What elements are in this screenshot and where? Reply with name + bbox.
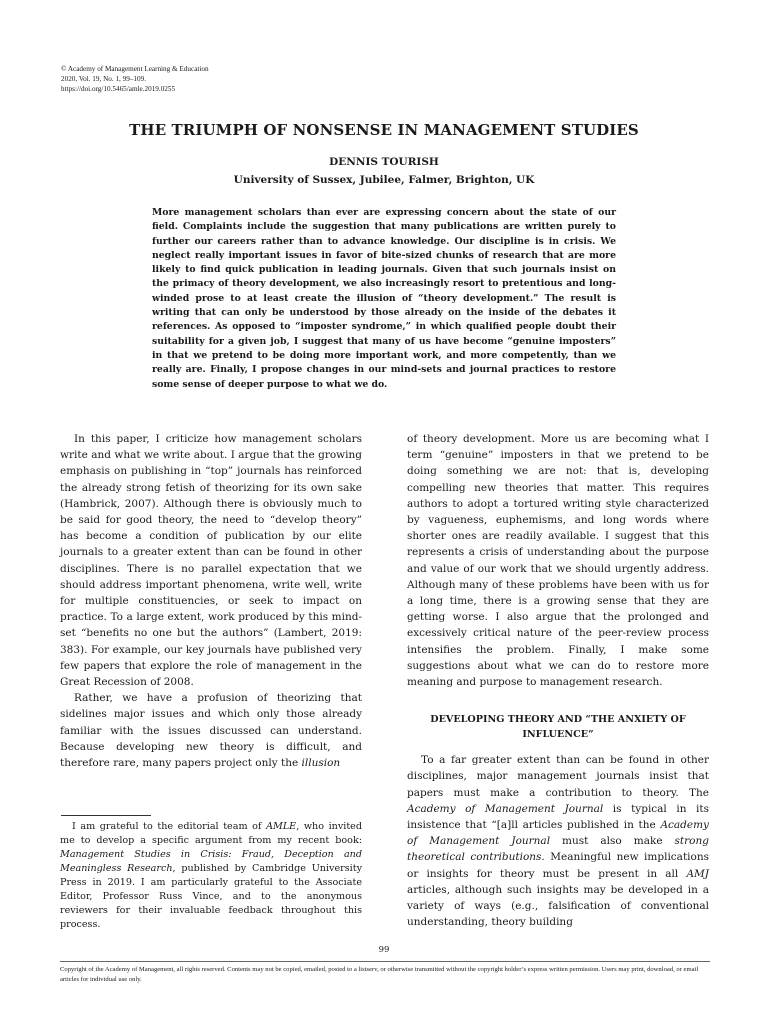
paragraph: of theory development. More us are becoming what I term “genuine” imposters in that we pretend to be doing something we are not: that is, developing compelling new theories that matter. This requires authors to adopt a tortured writing style characterized by vagueness, euphemisms, and long words where shorter ones are readily available. I suggest that this represents a crisis of understanding about the purpose and value of our work that we should urgently address. Although many of these problems have been with us for a long time, there is a growing sense that they are getting worse. I also argue that the prolonged and excessively critical nature of the peer-review process intensifies the problem. Finally, I make some suggestions about what we can do to restore more meaning and purpose to management research.	[407, 433, 709, 689]
footnote-text: I am grateful to the editorial team of	[72, 821, 267, 832]
paragraph	[407, 752, 709, 930]
author-affiliation: University of Sussex, Jubilee, Falmer, Brighton, UK	[233, 174, 535, 186]
paragraph-text: articles, although such insights may be developed in a variety of ways (e.g., falsification of conventional understanding, theory building	[407, 883, 709, 929]
abstract: More management scholars than ever are expressing concern about the state of our field. Complaints include the suggestion that many publications are written purely to further our careers rather than to advance knowledge. Our discipline is in crisis. We neglect really important issues in favor of bite-sized chunks of research that are more likely to find quick publication in leading journals. Given that such journals insist on the primacy of theory development, we also increasingly resort to pretentious and long-winded prose to at least create the illusion of “theory development.” The result is writing that can only be understood by those already on the inside of the debates it references. As opposed to “imposter syndrome,” in which qualified people doubt their suitability for a given job, I suggest that many of us have become “genuine imposters” in that we pretend to be doing more important work, and more competently, than we really are. Finally, I propose changes in our mind-sets and journal practices to restore some sense of deeper purpose to what we do.	[152, 207, 616, 390]
copyright-notice: Copyright of the Academy of Management, all rights reserved. Contents may not be copied, emailed, posted to a listserv, or otherwise transmitted without the copyright holder’s express written permission. Users may print, download, or email articles for individual use only.	[60, 966, 699, 983]
paragraph	[60, 690, 362, 771]
right-column	[407, 431, 709, 930]
paragraph-text: To a far greater extent than can be found in other disciplines, major management journals insist that papers must make a contribution to theory. The	[407, 754, 709, 799]
footnote-text: , published by Cambridge University Press in 2019. I am particularly grateful to the Associate Editor, Professor Russ Vince, and to the anonymous reviewers for their invaluable feedback throughout this process.	[60, 863, 362, 930]
left-column	[60, 431, 362, 771]
article-title: THE TRIUMPH OF NONSENSE IN MANAGEMENT STUDIES	[129, 121, 639, 139]
italic-text: AMJ	[686, 867, 709, 880]
footnote-text: , who invited me to develop a specific argument from my recent book:	[60, 821, 362, 846]
author-name: DENNIS TOURISH	[329, 156, 439, 168]
footnote	[60, 820, 362, 932]
journal-name: © Academy of Management Learning & Education	[61, 65, 209, 73]
italic-text: illusion	[301, 757, 341, 770]
paragraph-text: Meaningful new implications or insights for theory must be present in all	[407, 851, 709, 880]
footer-divider	[60, 961, 710, 962]
section-heading: DEVELOPING THEORY AND “THE ANXIETY OF INFLUENCE”	[430, 714, 686, 741]
footnote-divider	[61, 815, 151, 816]
paragraph: In this paper, I criticize how management scholars write and what we write about. I argue that the growing emphasis on publishing in “top” journals has reinforced the already strong fetish of theorizing for its own sake (Hambrick, 2007). Although there is obviously much to be said for good theory, the need to “develop theory” has become a condition of publication by our elite journals to a greater extent than can be found in other disciplines. There is no parallel expectation that we should address important phenomena, write well, write for multiple constituencies, or seek to impact on practice. To a large extent, work produced by this mind-set “benefits no one but the authors” (Lambert, 2019: 383). For example, our key journals have published very few papers that explore the role of management in the Great Recession of 2008.	[60, 433, 362, 689]
doi-link[interactable]: https://doi.org/10.5465/amle.2019.0255	[61, 85, 176, 93]
book-title: Management Studies in Crisis: Fraud, Deception and Meaningless Research	[60, 849, 362, 874]
italic-text: Academy of Management Journal	[407, 819, 709, 848]
page-number: 99	[378, 945, 390, 955]
italic-text: AMLE	[266, 821, 297, 832]
paragraph-text: is typical in its insistence that “[a]ll articles published in the	[407, 802, 709, 832]
italic-text: strong theoretical contributions.	[407, 835, 709, 864]
italic-text: Academy of Management Journal	[407, 802, 604, 815]
journal-meta	[61, 64, 209, 94]
paragraph-text: Rather, we have a profusion of theorizing that sidelines major issues and which only those already familiar with the issues discussed can understand. Because developing new theory is difficult, and therefore rare, many papers project only the	[60, 692, 362, 770]
paragraph-text: must also make	[550, 835, 675, 848]
journal-issue: 2020, Vol. 19, No. 1, 99–109.	[61, 75, 146, 83]
